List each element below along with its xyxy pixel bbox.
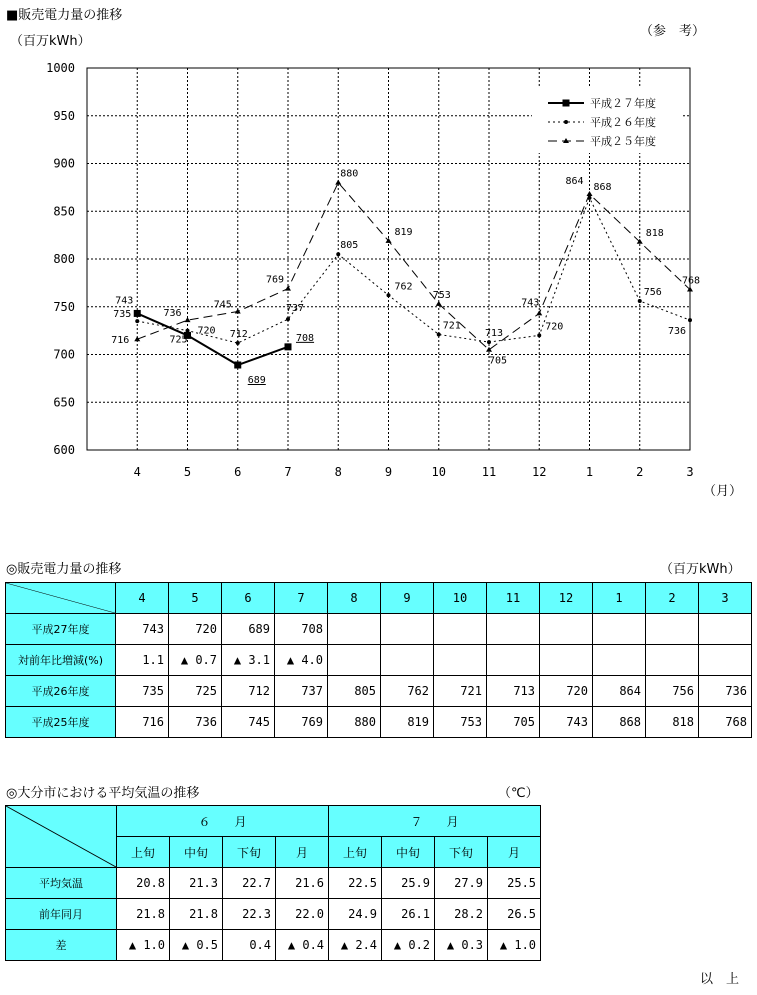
table-cell: 736 <box>169 707 222 738</box>
legend-label: 平成２５年度 <box>590 135 656 148</box>
month-header: 7 <box>275 583 328 614</box>
table-cell: 868 <box>593 707 646 738</box>
data-point-triangle <box>486 347 492 352</box>
y-tick-label: 850 <box>53 204 75 219</box>
table-cell: 753 <box>434 707 487 738</box>
month-header: ７ 月 <box>329 806 541 837</box>
table-row <box>6 868 541 899</box>
data-point-triangle <box>285 286 291 291</box>
data-label: 736 <box>668 326 687 338</box>
x-tick-label: 6 <box>234 465 242 479</box>
data-label: 725 <box>169 334 188 346</box>
table-cell: 708 <box>275 614 328 645</box>
table-cell: 818 <box>646 707 699 738</box>
legend-label: 平成２６年度 <box>590 116 656 129</box>
table-cell: 22.5 <box>329 868 382 899</box>
table-cell: 769 <box>275 707 328 738</box>
month-header: 11 <box>487 583 540 614</box>
table-row <box>6 645 752 676</box>
month-header: 2 <box>646 583 699 614</box>
y-tick-label: 950 <box>53 108 75 123</box>
table-cell <box>646 645 699 676</box>
table-cell <box>540 614 593 645</box>
table-cell: 737 <box>275 676 328 707</box>
chart-unit-label: （百万kWh） <box>10 34 91 49</box>
data-point-triangle <box>185 317 191 322</box>
table-cell: 26.1 <box>382 899 435 930</box>
row-label: 平成26年度 <box>6 676 116 707</box>
data-point-square <box>134 310 141 317</box>
table-cell <box>646 614 699 645</box>
legend-marker <box>564 120 568 124</box>
data-label: 737 <box>286 303 305 315</box>
table-cell: 705 <box>487 707 540 738</box>
table-cell: 716 <box>116 707 169 738</box>
data-point-triangle <box>536 310 542 315</box>
month-header: 4 <box>116 583 169 614</box>
data-label: 762 <box>394 281 413 293</box>
table-cell: 28.2 <box>435 899 488 930</box>
table-cell: ▲ 1.0 <box>117 930 170 961</box>
period-header: 月 <box>488 837 541 868</box>
month-header: 10 <box>434 583 487 614</box>
table-cell: 20.8 <box>117 868 170 899</box>
table-corner-cell <box>6 806 117 868</box>
table-cell: 864 <box>593 676 646 707</box>
data-label: 716 <box>111 335 130 347</box>
table-cell: 735 <box>116 676 169 707</box>
data-point-square <box>285 343 292 350</box>
table-row <box>6 930 541 961</box>
x-tick-label: 7 <box>284 465 292 479</box>
legend-marker <box>563 100 570 107</box>
data-label: 705 <box>489 355 508 367</box>
y-tick-label: 750 <box>53 299 75 314</box>
data-label: 768 <box>682 275 701 287</box>
data-point-dot <box>537 333 541 337</box>
month-header: 1 <box>593 583 646 614</box>
x-tick-label: 10 <box>431 465 446 479</box>
table-cell <box>434 645 487 676</box>
table-cell: 725 <box>169 676 222 707</box>
data-label: 745 <box>213 299 232 311</box>
table-cell: 768 <box>699 707 752 738</box>
period-header: 中旬 <box>382 837 435 868</box>
data-label: 735 <box>113 309 132 321</box>
month-header: 12 <box>540 583 593 614</box>
table-cell: ▲ 3.1 <box>222 645 275 676</box>
x-tick-label: 8 <box>334 465 342 479</box>
y-tick-label: 800 <box>53 252 75 266</box>
month-header: ６ 月 <box>117 806 329 837</box>
data-label: 712 <box>229 329 248 341</box>
data-label: 880 <box>340 168 359 180</box>
period-header: 上旬 <box>329 837 382 868</box>
y-tick-label: 900 <box>53 156 75 171</box>
period-header: 月 <box>276 837 329 868</box>
month-header: 3 <box>699 583 752 614</box>
data-point-triangle <box>335 180 341 185</box>
x-tick-label: 1 <box>585 465 594 479</box>
table-cell <box>434 614 487 645</box>
data-point-dot <box>487 340 491 344</box>
row-label: 平均気温 <box>6 868 117 899</box>
series-line <box>137 183 690 350</box>
x-tick-label: 5 <box>183 465 192 479</box>
table-cell <box>381 614 434 645</box>
y-tick-label: 600 <box>53 443 75 457</box>
table-cell: 762 <box>381 676 434 707</box>
data-point-dot <box>437 332 441 336</box>
table2-unit: （℃） <box>498 786 539 801</box>
data-label: 868 <box>593 182 612 194</box>
table-cell <box>699 614 752 645</box>
table-cell: 0.4 <box>223 930 276 961</box>
data-point-dot <box>286 317 290 321</box>
table-cell <box>328 614 381 645</box>
table-cell <box>381 645 434 676</box>
series-line <box>137 198 690 343</box>
table-cell: 721 <box>434 676 487 707</box>
data-label: 736 <box>163 308 182 320</box>
table-cell: 713 <box>487 676 540 707</box>
month-header: 8 <box>328 583 381 614</box>
data-label: 689 <box>247 375 266 387</box>
data-label: 743 <box>115 295 134 307</box>
table-cell <box>328 645 381 676</box>
table-cell: 745 <box>222 707 275 738</box>
data-label: 769 <box>266 274 285 286</box>
data-label: 753 <box>432 289 451 301</box>
data-point-dot <box>236 341 240 345</box>
row-label: 前年同月 <box>6 899 117 930</box>
table-cell: 22.3 <box>223 899 276 930</box>
x-tick-label: 9 <box>384 465 393 479</box>
data-label: 743 <box>521 297 540 309</box>
table-cell: 26.5 <box>488 899 541 930</box>
x-tick-label: 11 <box>481 465 497 479</box>
data-label: 708 <box>296 332 315 344</box>
period-header: 上旬 <box>117 837 170 868</box>
sales-table <box>5 582 752 738</box>
table-cell: ▲ 2.4 <box>329 930 382 961</box>
data-label: 818 <box>645 227 664 239</box>
table-cell: 1.1 <box>116 645 169 676</box>
legend-label: 平成２７年度 <box>590 97 656 110</box>
table1-title: ◎販売電力量の推移 <box>6 562 122 577</box>
table-cell: ▲ 0.4 <box>276 930 329 961</box>
table-cell <box>699 645 752 676</box>
table-cell: 819 <box>381 707 434 738</box>
row-label: 差 <box>6 930 117 961</box>
data-point-dot <box>186 329 190 333</box>
y-tick-label: 1000 <box>46 61 75 75</box>
x-tick-label: 3 <box>686 465 694 479</box>
x-axis-unit: （月） <box>703 484 743 499</box>
table1-unit: （百万kWh） <box>660 562 741 577</box>
data-point-triangle <box>436 301 442 306</box>
data-point-dot <box>638 299 642 303</box>
data-point-dot <box>387 293 391 297</box>
row-label: 対前年比増減(%) <box>6 645 116 676</box>
data-point-square <box>234 362 241 369</box>
table-cell: 756 <box>646 676 699 707</box>
table-cell: 21.3 <box>170 868 223 899</box>
series-line <box>137 313 288 365</box>
row-label: 平成27年度 <box>6 614 116 645</box>
table-row <box>6 614 752 645</box>
table-cell: 743 <box>540 707 593 738</box>
table-header-row <box>6 806 541 837</box>
table-corner-cell <box>6 583 116 614</box>
table-cell: 25.9 <box>382 868 435 899</box>
table-row <box>6 707 752 738</box>
y-tick-label: 700 <box>53 347 75 362</box>
data-label: 720 <box>545 321 564 333</box>
period-header: 下旬 <box>435 837 488 868</box>
table-cell: 24.9 <box>329 899 382 930</box>
period-header: 中旬 <box>170 837 223 868</box>
month-header: 5 <box>169 583 222 614</box>
table-cell: ▲ 0.2 <box>382 930 435 961</box>
table-cell: ▲ 0.7 <box>169 645 222 676</box>
table-cell <box>540 645 593 676</box>
table-cell <box>593 645 646 676</box>
table-cell: 880 <box>328 707 381 738</box>
table-cell <box>487 614 540 645</box>
table-cell: ▲ 4.0 <box>275 645 328 676</box>
table-cell: 21.6 <box>276 868 329 899</box>
table-cell: 712 <box>222 676 275 707</box>
data-point-dot <box>336 252 340 256</box>
data-label: 713 <box>485 328 504 340</box>
table-cell: 22.0 <box>276 899 329 930</box>
table-cell: 720 <box>540 676 593 707</box>
data-point-triangle <box>587 191 593 196</box>
table-cell: 21.8 <box>117 899 170 930</box>
table-cell: 805 <box>328 676 381 707</box>
table-cell: 689 <box>222 614 275 645</box>
table-cell: ▲ 0.5 <box>170 930 223 961</box>
data-label: 805 <box>340 240 359 252</box>
end-text: 以 上 <box>700 972 740 987</box>
data-label: 819 <box>394 226 413 238</box>
table-cell: 25.5 <box>488 868 541 899</box>
row-label: 平成25年度 <box>6 707 116 738</box>
table-cell <box>487 645 540 676</box>
table-header-row <box>6 583 752 614</box>
x-tick-label: 12 <box>532 465 547 479</box>
x-tick-label: 4 <box>133 465 141 479</box>
table-row <box>6 676 752 707</box>
period-header: 下旬 <box>223 837 276 868</box>
month-header: 6 <box>222 583 275 614</box>
data-label: 756 <box>643 287 662 299</box>
month-header: 9 <box>381 583 434 614</box>
table2-title: ◎大分市における平均気温の推移 <box>6 786 200 801</box>
table-cell: 21.8 <box>170 899 223 930</box>
table-cell <box>593 614 646 645</box>
chart-title: ■販売電力量の推移 <box>6 8 123 23</box>
table-cell: ▲ 0.3 <box>435 930 488 961</box>
data-label: 864 <box>565 175 584 187</box>
data-point-dot <box>135 319 139 323</box>
data-label: 721 <box>442 320 461 332</box>
table-cell: ▲ 1.0 <box>488 930 541 961</box>
data-point-dot <box>688 318 692 322</box>
table-row <box>6 899 541 930</box>
table-cell: 22.7 <box>223 868 276 899</box>
x-tick-label: 2 <box>636 465 644 479</box>
reference-label: （参 考） <box>640 24 706 39</box>
y-tick-label: 650 <box>53 395 75 410</box>
table-cell: 736 <box>699 676 752 707</box>
data-label: 720 <box>197 325 216 337</box>
temperature-table <box>5 805 541 961</box>
table-cell: 720 <box>169 614 222 645</box>
table-cell: 743 <box>116 614 169 645</box>
table-cell: 27.9 <box>435 868 488 899</box>
